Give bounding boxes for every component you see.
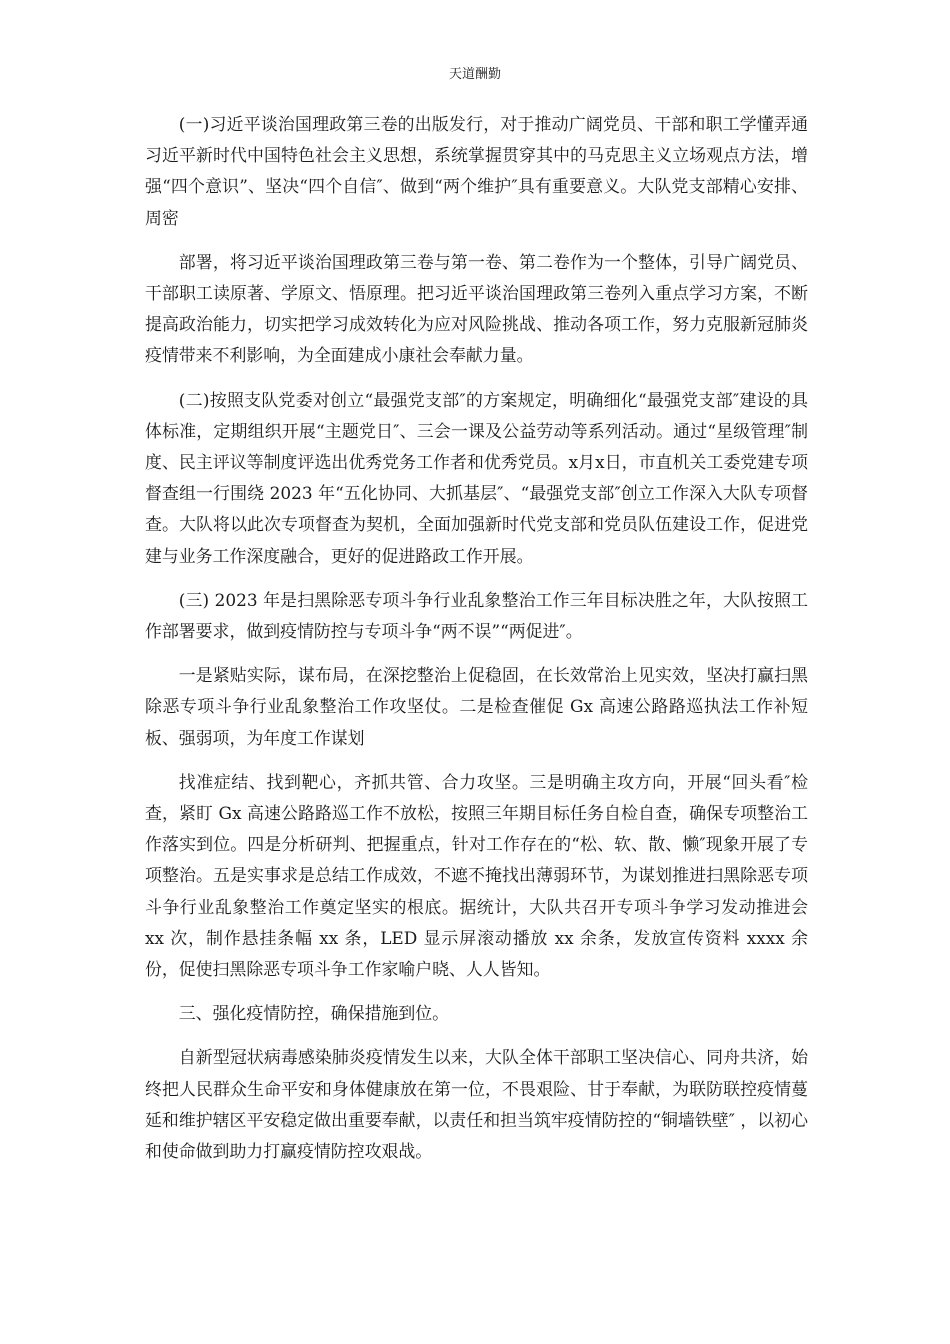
paragraph-4: (三) 2023 年是扫黑除恶专项斗争行业乱象整治工作三年目标决胜之年，大队按照工作部署要求，做到疫情防控与专项斗争“两不误”“两促进″。 [145, 589, 808, 642]
paragraph-5: 一是紧贴实际，谋布局，在深挖整治上促稳固，在长效常治上见实效，坚决打赢扫黑除恶专项斗争行业乱象整治工作攻坚仗。二是检查催促 Gx 高速公路路巡执法工作补短板、强弱项，为年度工作谋划 [145, 665, 808, 748]
page-header: 天道酬勤 [448, 67, 501, 82]
document-body [145, 109, 808, 1180]
paragraph-6: 找准症结、找到靶心，齐抓共管、合力攻坚。三是明确主攻方向，开展“回头看″检查，紧盯 Gx 高速公路路巡工作不放松，按照三年期目标任务自检自查，确保专项整治工作落实到位。四是分析研判、把握重点，针对工作存在的“松、软、散、懒″现象开展了专项整治。五是实事求是总结工作成效，不遮不掩找出薄弱环节，为谋划推进扫黑除恶专项斗争行业乱象整治工作奠定坚实的根底。据统计，大队共召开专项斗争学习发动推进会 xx 次，制作悬挂条幅 xx 条，LED 显示屏滚动播放 xx 余条，发放宣传资料 xxxx 余份，促使扫黑除恶专项斗争工作家喻户晓、人人皆知。 [145, 771, 808, 980]
paragraph-2: 部署，将习近平谈治国理政第三卷与第一卷、第二卷作为一个整体，引导广阔党员、干部职工读原著、学原文、悟原理。把习近平谈治国理政第三卷列入重点学习方案，不断提高政治能力，切实把学习成效转化为应对风险挑战、推动各项工作，努力克服新冠肺炎疫情带来不利影响，为全面建成小康社会奉献力量。 [145, 251, 808, 366]
section-heading: 三、强化疫情防控，确保措施到位。 [178, 1003, 450, 1024]
paragraph-8: 自新型冠状病毒感染肺炎疫情发生以来，大队全体干部职工坚决信心、同舟共济，始终把人民群众生命平安和身体健康放在第一位，不畏艰险、甘于奉献，为联防联控疫情蔓延和维护辖区平安稳定做出重要奉献，以责任和担当筑牢疫情防控的“铜墙铁壁″ ，以初心和使命做到助力打赢疫情防控攻艰战。 [145, 1047, 808, 1162]
paragraph-3: (二)按照支队党委对创立“最强党支部″的方案规定，明确细化“最强党支部″建设的具体标准，定期组织开展“主题党日″、三会一课及公益劳动等系列活动。通过“星级管理″制度、民主评议等制度评选出优秀党务工作者和优秀党员。x月x日，市直机关工委党建专项督查组一行围绕 2023 年“五化协同、大抓基层″、“最强党支部″创立工作深入大队专项督查。大队将以此次专项督查为契机，全面加强新时代党支部和党员队伍建设工作，促进党建与业务工作深度融合，更好的促进路政工作开展。 [145, 389, 808, 566]
paragraph-1: (一)习近平谈治国理政第三卷的出版发行，对于推动广阔党员、干部和职工学懂弄通习近平新时代中国特色社会主义思想，系统掌握贯穿其中的马克思主义立场观点方法，增强“四个意识”、坚决“四个自信″、做到“两个维护″具有重要意义。大队党支部精心安排、周密 [145, 114, 808, 228]
